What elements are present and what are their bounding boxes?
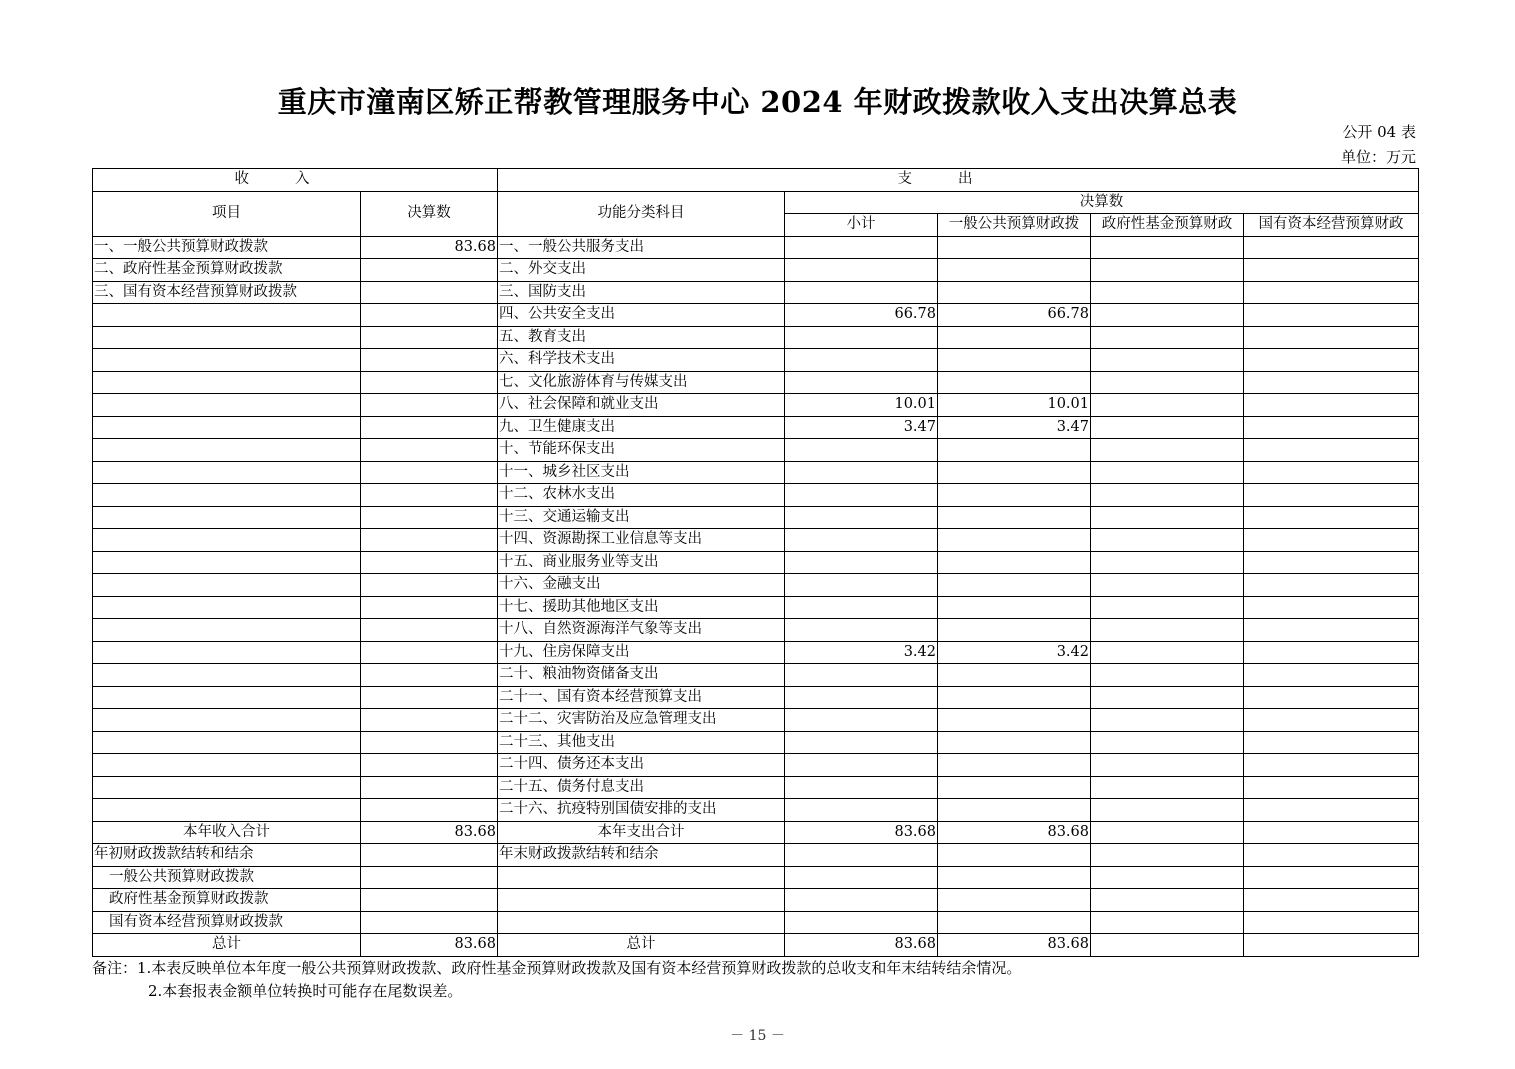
table-row [93, 461, 1419, 484]
income-item-cell [93, 799, 361, 822]
state-capital-header: 国有资本经营预算财政 [1244, 214, 1419, 237]
state-capital-cell [1244, 776, 1419, 799]
function-category-cell: 三、国防支出 [498, 281, 785, 304]
general-budget-cell [938, 461, 1091, 484]
function-category-cell: 一、一般公共服务支出 [498, 236, 785, 259]
carry-sub-capital [1244, 866, 1419, 889]
state-capital-cell [1244, 686, 1419, 709]
carry-fund [1091, 844, 1244, 867]
income-total-amount: 83.68 [361, 821, 498, 844]
gov-fund-cell [1091, 506, 1244, 529]
carry-sub-fund [1091, 866, 1244, 889]
expense-total-subtotal: 83.68 [785, 821, 938, 844]
function-category-cell: 十三、交通运输支出 [498, 506, 785, 529]
state-capital-cell [1244, 754, 1419, 777]
carry-expense-label: 年末财政拨款结转和结余 [498, 844, 785, 867]
carry-income-label: 年初财政拨款结转和结余 [93, 844, 361, 867]
state-capital-cell [1244, 236, 1419, 259]
subtotal-cell [785, 461, 938, 484]
general-budget-cell [938, 326, 1091, 349]
final-amount-group-header: 决算数 [785, 191, 1419, 214]
income-amount-cell [361, 394, 498, 417]
gov-fund-cell [1091, 731, 1244, 754]
state-capital-cell [1244, 551, 1419, 574]
subtotal-cell: 10.01 [785, 394, 938, 417]
state-capital-cell [1244, 709, 1419, 732]
table-row [93, 686, 1419, 709]
state-capital-cell [1244, 506, 1419, 529]
expense-header: 支出 [498, 169, 1419, 192]
gov-fund-cell [1091, 259, 1244, 282]
subtotal-cell [785, 776, 938, 799]
income-amount-cell [361, 349, 498, 372]
function-category-cell: 十二、农林水支出 [498, 484, 785, 507]
gov-fund-cell [1091, 484, 1244, 507]
gov-fund-cell [1091, 551, 1244, 574]
general-budget-cell [938, 574, 1091, 597]
gov-fund-cell [1091, 754, 1244, 777]
income-amount-cell [361, 371, 498, 394]
page-number: － 15 － [730, 1028, 785, 1044]
budget-table [92, 168, 1419, 957]
function-category-cell: 十七、援助其他地区支出 [498, 596, 785, 619]
state-capital-cell [1244, 529, 1419, 552]
income-item-cell [93, 574, 361, 597]
subtotal-cell [785, 281, 938, 304]
table-row [93, 619, 1419, 642]
function-category-cell: 十四、资源勘探工业信息等支出 [498, 529, 785, 552]
gov-fund-cell [1091, 461, 1244, 484]
subtotal-cell [785, 529, 938, 552]
expense-total-label: 本年支出合计 [498, 821, 785, 844]
income-amount-cell: 83.68 [361, 236, 498, 259]
income-amount-cell [361, 619, 498, 642]
general-budget-cell [938, 236, 1091, 259]
table-row [93, 551, 1419, 574]
gov-fund-cell [1091, 596, 1244, 619]
table-row [93, 281, 1419, 304]
subtotal-cell [785, 754, 938, 777]
carry-general [938, 844, 1091, 867]
table-row [93, 754, 1419, 777]
income-item-cell [93, 731, 361, 754]
gov-fund-cell [1091, 664, 1244, 687]
income-item-cell [93, 709, 361, 732]
gov-fund-cell [1091, 574, 1244, 597]
subtotal-cell [785, 326, 938, 349]
general-budget-cell: 3.42 [938, 641, 1091, 664]
expense-total-general: 83.68 [938, 821, 1091, 844]
income-item-cell [93, 686, 361, 709]
state-capital-cell [1244, 619, 1419, 642]
state-capital-cell [1244, 439, 1419, 462]
carry-sub-func [498, 866, 785, 889]
function-category-cell: 十八、自然资源海洋气象等支出 [498, 619, 785, 642]
table-row [93, 349, 1419, 372]
subtotal-cell [785, 439, 938, 462]
function-category-cell: 十五、商业服务业等支出 [498, 551, 785, 574]
function-category-cell: 二十四、债务还本支出 [498, 754, 785, 777]
income-amount-cell [361, 574, 498, 597]
income-amount-cell [361, 799, 498, 822]
income-amount-cell [361, 506, 498, 529]
income-amount-cell [361, 664, 498, 687]
header-row-1 [93, 169, 1419, 192]
subtotal-cell: 66.78 [785, 304, 938, 327]
gov-fund-cell [1091, 394, 1244, 417]
function-category-cell: 二十一、国有资本经营预算支出 [498, 686, 785, 709]
general-budget-cell [938, 686, 1091, 709]
note-2: 2.本套报表金额单位转换时可能存在尾数误差。 [148, 982, 463, 1000]
subtotal-cell [785, 236, 938, 259]
gov-fund-cell [1091, 326, 1244, 349]
gov-fund-cell [1091, 439, 1244, 462]
subtotal-cell [785, 686, 938, 709]
table-row [93, 799, 1419, 822]
state-capital-cell [1244, 731, 1419, 754]
gov-fund-cell [1091, 281, 1244, 304]
carry-sub-subtotal [785, 911, 938, 934]
carry-sub-row [93, 866, 1419, 889]
annual-total-row [93, 821, 1419, 844]
header-row-2 [93, 191, 1419, 214]
carry-sub-item-label: 一般公共预算财政拨款 [93, 866, 361, 889]
general-budget-cell [938, 619, 1091, 642]
grand-total-subtotal: 83.68 [785, 934, 938, 957]
grand-total-income-label: 总计 [93, 934, 361, 957]
carry-sub-func [498, 911, 785, 934]
function-category-cell: 二十六、抗疫特别国债安排的支出 [498, 799, 785, 822]
income-amount-cell [361, 551, 498, 574]
income-amount-cell [361, 439, 498, 462]
carry-sub-subtotal [785, 866, 938, 889]
income-item-cell: 二、政府性基金预算财政拨款 [93, 259, 361, 282]
general-budget-cell [938, 439, 1091, 462]
function-category-cell: 二、外交支出 [498, 259, 785, 282]
table-row [93, 529, 1419, 552]
gov-fund-header: 政府性基金预算财政 [1091, 214, 1244, 237]
state-capital-cell [1244, 326, 1419, 349]
subtotal-cell [785, 349, 938, 372]
state-capital-cell [1244, 641, 1419, 664]
subtotal-cell [785, 596, 938, 619]
table-row [93, 304, 1419, 327]
gov-fund-cell [1091, 776, 1244, 799]
income-header: 收入 [93, 169, 498, 192]
expense-total-fund [1091, 821, 1244, 844]
income-item-cell [93, 551, 361, 574]
income-amount-cell [361, 304, 498, 327]
income-item-cell [93, 664, 361, 687]
table-row [93, 236, 1419, 259]
gov-fund-cell [1091, 709, 1244, 732]
state-capital-cell [1244, 664, 1419, 687]
unit-label: 单位：万元 [1340, 148, 1416, 166]
function-category-cell: 二十二、灾害防治及应急管理支出 [498, 709, 785, 732]
gov-fund-cell [1091, 416, 1244, 439]
subtotal-cell [785, 259, 938, 282]
income-amount-cell [361, 776, 498, 799]
gov-fund-cell [1091, 641, 1244, 664]
general-budget-cell [938, 664, 1091, 687]
subtotal-cell [785, 371, 938, 394]
general-budget-cell: 3.47 [938, 416, 1091, 439]
table-row [93, 731, 1419, 754]
item-header: 项目 [93, 191, 361, 236]
income-item-cell [93, 484, 361, 507]
gov-fund-cell [1091, 686, 1244, 709]
state-capital-cell [1244, 304, 1419, 327]
income-item-cell [93, 641, 361, 664]
gov-fund-cell [1091, 349, 1244, 372]
grand-total-general: 83.68 [938, 934, 1091, 957]
state-capital-cell [1244, 371, 1419, 394]
state-capital-cell [1244, 484, 1419, 507]
table-row [93, 664, 1419, 687]
table-row [93, 394, 1419, 417]
income-item-cell [93, 439, 361, 462]
carry-sub-fund [1091, 911, 1244, 934]
table-row [93, 506, 1419, 529]
carry-sub-general [938, 889, 1091, 912]
general-budget-cell [938, 259, 1091, 282]
function-category-cell: 二十五、债务付息支出 [498, 776, 785, 799]
general-budget-cell [938, 596, 1091, 619]
carry-sub-capital [1244, 911, 1419, 934]
general-budget-cell [938, 551, 1091, 574]
final-amount-header: 决算数 [361, 191, 498, 236]
general-budget-cell [938, 799, 1091, 822]
grand-total-row [93, 934, 1419, 957]
income-item-cell [93, 371, 361, 394]
carry-sub-row [93, 911, 1419, 934]
subtotal-cell [785, 664, 938, 687]
table-row [93, 326, 1419, 349]
general-budget-cell [938, 529, 1091, 552]
gov-fund-cell [1091, 236, 1244, 259]
income-item-cell [93, 416, 361, 439]
carry-sub-general [938, 866, 1091, 889]
state-capital-cell [1244, 574, 1419, 597]
subtotal-cell [785, 619, 938, 642]
grand-total-capital [1244, 934, 1419, 957]
carry-sub-subtotal [785, 889, 938, 912]
gov-fund-cell [1091, 619, 1244, 642]
subtotal-cell [785, 731, 938, 754]
income-item-cell [93, 596, 361, 619]
subtotal-cell: 3.47 [785, 416, 938, 439]
subtotal-cell [785, 574, 938, 597]
carry-sub-row [93, 889, 1419, 912]
note-1: 备注：1.本表反映单位本年度一般公共预算财政拨款、政府性基金预算财政拨款及国有资本经营预算财政拨款的总收支和年末结转结余情况。 [92, 959, 1022, 977]
general-budget-cell [938, 709, 1091, 732]
income-amount-cell [361, 484, 498, 507]
income-amount-cell [361, 461, 498, 484]
income-amount-cell [361, 754, 498, 777]
income-amount-cell [361, 709, 498, 732]
state-capital-cell [1244, 281, 1419, 304]
state-capital-cell [1244, 596, 1419, 619]
page-title: 重庆市潼南区矫正帮教管理服务中心 2024 年财政拨款收入支出决算总表 [277, 85, 1238, 119]
general-budget-cell [938, 506, 1091, 529]
general-budget-cell [938, 484, 1091, 507]
general-budget-cell [938, 754, 1091, 777]
notes [92, 957, 1021, 1003]
general-budget-cell [938, 349, 1091, 372]
income-item-cell [93, 619, 361, 642]
table-row [93, 776, 1419, 799]
income-item-cell [93, 394, 361, 417]
subtotal-cell: 3.42 [785, 641, 938, 664]
grand-total-expense-label: 总计 [498, 934, 785, 957]
income-amount-cell [361, 259, 498, 282]
income-item-cell [93, 304, 361, 327]
grand-total-fund [1091, 934, 1244, 957]
income-item-cell [93, 461, 361, 484]
gov-fund-cell [1091, 304, 1244, 327]
state-capital-cell [1244, 394, 1419, 417]
income-amount-cell [361, 731, 498, 754]
table-row [93, 596, 1419, 619]
general-budget-cell: 66.78 [938, 304, 1091, 327]
carry-over-row [93, 844, 1419, 867]
state-capital-cell [1244, 416, 1419, 439]
table-row [93, 416, 1419, 439]
income-amount-cell [361, 281, 498, 304]
subtotal-cell [785, 799, 938, 822]
function-category-cell: 六、科学技术支出 [498, 349, 785, 372]
carry-sub-general [938, 911, 1091, 934]
function-category-cell: 十六、金融支出 [498, 574, 785, 597]
carry-sub-amount [361, 889, 498, 912]
state-capital-cell [1244, 799, 1419, 822]
subtotal-cell [785, 551, 938, 574]
function-category-header: 功能分类科目 [498, 191, 785, 236]
carry-income-amount [361, 844, 498, 867]
table-row [93, 259, 1419, 282]
income-item-cell [93, 326, 361, 349]
function-category-cell: 四、公共安全支出 [498, 304, 785, 327]
carry-sub-func [498, 889, 785, 912]
carry-sub-amount [361, 866, 498, 889]
income-amount-cell [361, 416, 498, 439]
income-amount-cell [361, 596, 498, 619]
general-budget-cell [938, 731, 1091, 754]
table-row [93, 709, 1419, 732]
general-budget-header: 一般公共预算财政拨 [938, 214, 1091, 237]
general-budget-cell [938, 776, 1091, 799]
carry-sub-item-label: 国有资本经营预算财政拨款 [93, 911, 361, 934]
function-category-cell: 二十、粮油物资储备支出 [498, 664, 785, 687]
carry-sub-capital [1244, 889, 1419, 912]
table-row [93, 641, 1419, 664]
subtotal-header: 小计 [785, 214, 938, 237]
function-category-cell: 七、文化旅游体育与传媒支出 [498, 371, 785, 394]
function-category-cell: 五、教育支出 [498, 326, 785, 349]
state-capital-cell [1244, 461, 1419, 484]
expense-total-capital [1244, 821, 1419, 844]
grand-total-income-amount: 83.68 [361, 934, 498, 957]
income-amount-cell [361, 641, 498, 664]
income-amount-cell [361, 326, 498, 349]
income-item-cell [93, 506, 361, 529]
income-item-cell [93, 754, 361, 777]
table-row [93, 439, 1419, 462]
gov-fund-cell [1091, 529, 1244, 552]
subtotal-cell [785, 484, 938, 507]
state-capital-cell [1244, 259, 1419, 282]
state-capital-cell [1244, 349, 1419, 372]
income-amount-cell [361, 686, 498, 709]
income-item-cell [93, 529, 361, 552]
function-category-cell: 十一、城乡社区支出 [498, 461, 785, 484]
income-item-cell: 三、国有资本经营预算财政拨款 [93, 281, 361, 304]
carry-subtotal [785, 844, 938, 867]
function-category-cell: 十、节能环保支出 [498, 439, 785, 462]
income-item-cell [93, 776, 361, 799]
form-code: 公开 04 表 [1342, 123, 1416, 141]
carry-sub-item-label: 政府性基金预算财政拨款 [93, 889, 361, 912]
function-category-cell: 二十三、其他支出 [498, 731, 785, 754]
income-total-label: 本年收入合计 [93, 821, 361, 844]
function-category-cell: 九、卫生健康支出 [498, 416, 785, 439]
income-item-cell: 一、一般公共预算财政拨款 [93, 236, 361, 259]
general-budget-cell: 10.01 [938, 394, 1091, 417]
general-budget-cell [938, 371, 1091, 394]
income-amount-cell [361, 529, 498, 552]
carry-sub-amount [361, 911, 498, 934]
gov-fund-cell [1091, 799, 1244, 822]
general-budget-cell [938, 281, 1091, 304]
carry-sub-fund [1091, 889, 1244, 912]
gov-fund-cell [1091, 371, 1244, 394]
function-category-cell: 八、社会保障和就业支出 [498, 394, 785, 417]
subtotal-cell [785, 709, 938, 732]
table-row [93, 484, 1419, 507]
subtotal-cell [785, 506, 938, 529]
carry-capital [1244, 844, 1419, 867]
table-row [93, 574, 1419, 597]
table-row [93, 371, 1419, 394]
income-item-cell [93, 349, 361, 372]
function-category-cell: 十九、住房保障支出 [498, 641, 785, 664]
